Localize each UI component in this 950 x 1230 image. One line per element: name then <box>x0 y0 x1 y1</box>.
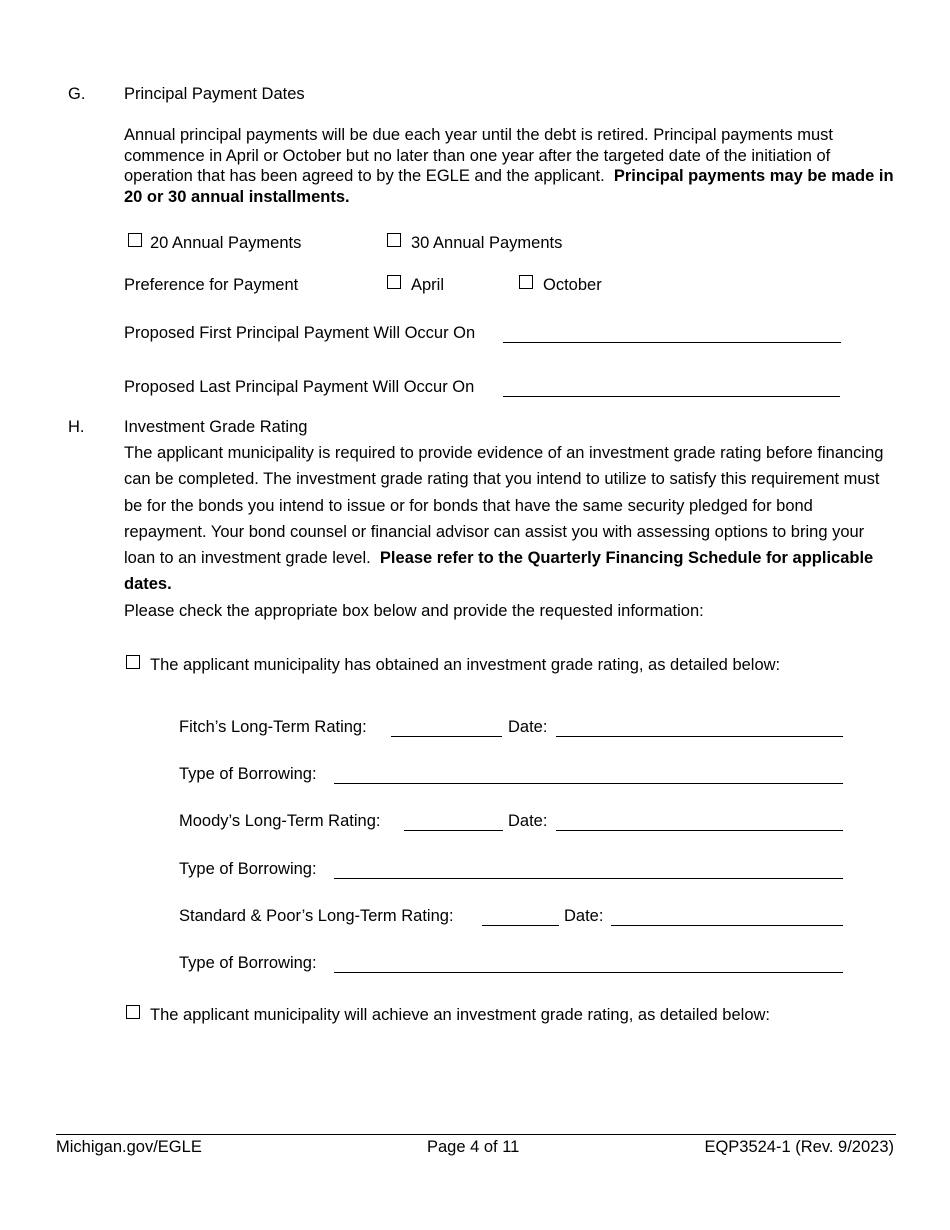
sp-borrowing-field[interactable] <box>334 958 843 973</box>
fitch-rating-label: Fitch’s Long-Term Rating: <box>179 718 367 736</box>
label-rating-obtained: The applicant municipality has obtained an investment grade rating, as detailed below: <box>150 656 781 674</box>
fitch-borrowing-field[interactable] <box>334 769 843 784</box>
section-g-paragraph-text: Annual principal payments will be due each year until the debt is retired. Principal payments must commence in April or October but no later than one year after the targeted date of the initiation of operation that has been agreed to by the EGLE and the applicant. <box>124 126 833 185</box>
last-payment-label: Proposed Last Principal Payment Will Occur On <box>124 378 475 396</box>
label-october: October <box>543 276 602 294</box>
moody-borrowing-label: Type of Borrowing: <box>179 860 317 878</box>
checkbox-30-annual-payments[interactable] <box>387 233 401 247</box>
fitch-date-label: Date: <box>508 718 548 736</box>
sp-date-field[interactable] <box>611 911 843 926</box>
label-rating-will-achieve: The applicant municipality will achieve an investment grade rating, as detailed below: <box>150 1006 771 1024</box>
moody-date-field[interactable] <box>556 816 843 831</box>
label-april: April <box>411 276 445 294</box>
fitch-borrowing-label: Type of Borrowing: <box>179 765 317 783</box>
moody-date-label: Date: <box>508 812 548 830</box>
footer-divider <box>56 1134 896 1135</box>
checkbox-20-annual-payments[interactable] <box>128 233 142 247</box>
checkbox-october[interactable] <box>519 275 533 289</box>
label-30-annual-payments: 30 Annual Payments <box>411 234 563 252</box>
first-payment-field[interactable] <box>503 328 841 343</box>
footer-page-number: Page 4 of 11 <box>427 1138 520 1156</box>
section-h-heading: Investment Grade Rating <box>124 418 308 436</box>
section-g-paragraph-bold: Principal payments may be made in 20 or 30 annual installments. <box>124 167 894 206</box>
fitch-rating-field[interactable] <box>391 722 502 737</box>
fitch-date-field[interactable] <box>556 722 843 737</box>
checkbox-rating-obtained[interactable] <box>126 655 140 669</box>
label-20-annual-payments: 20 Annual Payments <box>150 234 302 252</box>
section-h-paragraph-text: The applicant municipality is required to provide evidence of an investment grade rating before financing can be completed. The investment grade rating that you intend to utilize to satisfy this requirement must be for the bonds you intend to issue or for bonds that have the same security pledged for bond repayment. Your bond counsel or financial advisor can assist you with assessing options to bring your loan to an investment grade level. <box>124 444 884 568</box>
moody-rating-label: Moody’s Long-Term Rating: <box>179 812 381 830</box>
sp-borrowing-label: Type of Borrowing: <box>179 954 317 972</box>
section-h-instruction: Please check the appropriate box below and provide the requested information: <box>124 602 704 620</box>
section-g-letter: G. <box>68 85 86 103</box>
section-g-heading: Principal Payment Dates <box>124 85 305 103</box>
sp-date-label: Date: <box>564 907 604 925</box>
preference-label: Preference for Payment <box>124 276 299 294</box>
sp-rating-label: Standard & Poor’s Long-Term Rating: <box>179 907 454 925</box>
sp-rating-field[interactable] <box>482 911 559 926</box>
footer-website: Michigan.gov/EGLE <box>56 1138 202 1156</box>
checkbox-april[interactable] <box>387 275 401 289</box>
moody-borrowing-field[interactable] <box>334 864 843 879</box>
section-h-letter: H. <box>68 418 85 436</box>
section-h-paragraph-bold: Please refer to the Quarterly Financing Schedule for applicable dates. <box>124 549 874 594</box>
section-h-paragraph <box>124 440 884 598</box>
footer-form-number: EQP3524-1 (Rev. 9/2023) <box>704 1138 894 1156</box>
section-g-paragraph <box>124 125 896 207</box>
checkbox-rating-will-achieve[interactable] <box>126 1005 140 1019</box>
first-payment-label: Proposed First Principal Payment Will Occur On <box>124 324 476 342</box>
moody-rating-field[interactable] <box>404 816 503 831</box>
last-payment-field[interactable] <box>503 382 840 397</box>
